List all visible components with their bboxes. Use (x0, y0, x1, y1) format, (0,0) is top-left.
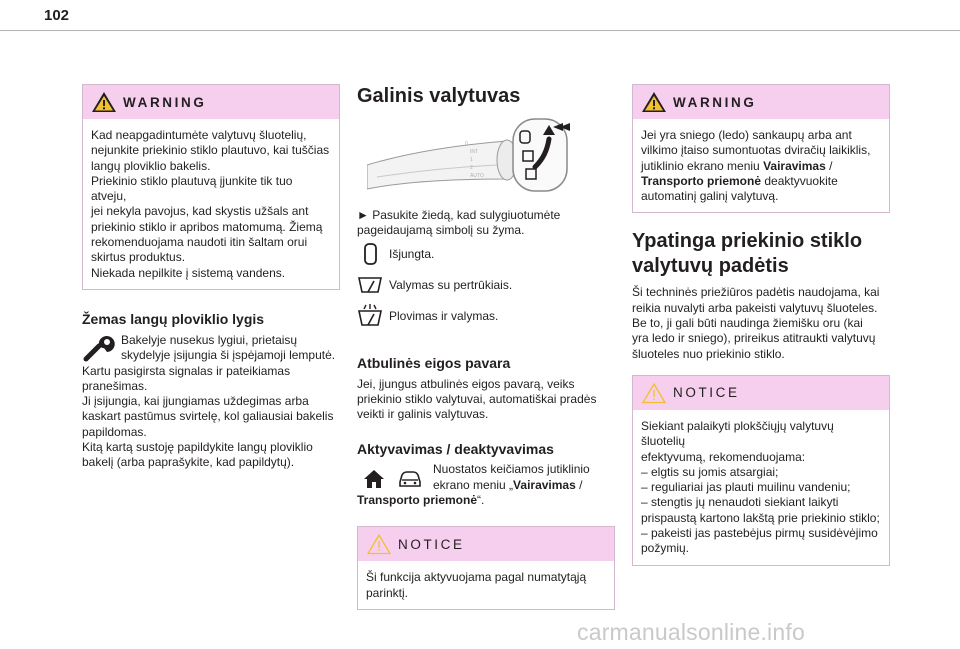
section-title: Galinis valytuvas (357, 85, 521, 107)
text-line: reikia nuvalyti arba pakeisti valytuvų šluoteles. (632, 300, 878, 315)
warning-triangle-icon (641, 91, 667, 113)
warning-title: WARNING (123, 94, 207, 110)
text-line: Kitą kartą sustoję papildykite langų ploviklio (82, 440, 313, 455)
text-line: pranešimas. (82, 378, 148, 393)
svg-text:0: 0 (465, 141, 468, 147)
home-icon (363, 468, 385, 490)
text-line: šluoteles nuo priekinio stiklo. (632, 346, 785, 361)
text-line: prispaustą kartono lakštą prie priekinio stiklo; (641, 510, 880, 525)
text-line: papildomas. (82, 424, 147, 439)
menu-name: Vairavimas (763, 158, 826, 173)
text-line: Priekinio stiklo plautuvą įjunkite tik tuo atveju, (91, 173, 293, 204)
warning-box (632, 84, 890, 213)
svg-text:AUTO: AUTO (470, 173, 484, 179)
text-line: langų ploviklio bakelis. (91, 158, 211, 173)
section-title (632, 229, 890, 279)
text-line: – pakeisti jas pastebėjus pirmų susidėvėjimo (641, 526, 878, 541)
text-line: kaskart pastūmus svirtelę, kol galiausiai bakelis (82, 409, 334, 424)
header-divider (0, 30, 960, 31)
mode-row-wash (357, 301, 615, 332)
low-level-paragraph (82, 333, 340, 471)
rear-wiper-off-icon (357, 241, 383, 267)
mode-label: Valymas su pertrūkiais. (389, 278, 513, 293)
section-heading: Žemas langų ploviklio lygis (82, 310, 265, 327)
warning-title: WARNING (673, 94, 757, 110)
text-line: Siekiant palaikyti plokščiųjų valytuvų šluotelių (641, 418, 834, 449)
svg-text:2: 2 (470, 165, 473, 171)
wiper-stalk-illustration (367, 115, 577, 197)
text-line: nejunkite priekinio stiklo plautuvo, kai tuščias (91, 143, 330, 158)
text-line: Ši techninės priežiūros padėtis naudojama, kai (632, 285, 880, 300)
text-line: požymių. (641, 541, 690, 556)
text-line: Jei yra sniego (ledo) sankaupų arba ant (641, 128, 852, 142)
text-line: Ji įsijungia, kai įjungiamas uždegimas arba (82, 394, 309, 409)
text-line: Jei, įjungus atbulinės eigos pavarą, veiks (357, 376, 575, 391)
rear-wash-wipe-icon (357, 303, 383, 329)
mode-list (357, 239, 615, 332)
text-line: – reguliariai jas plauti muilinu vandeniu; (641, 480, 851, 495)
mode-row-intermittent (357, 270, 615, 301)
text-line: rekomenduojama naudoti itin šaltam orui (91, 235, 308, 250)
warning-triangle-icon (91, 91, 117, 113)
text-span: ekrano meniu „ (433, 477, 514, 492)
page-number: 102 (44, 7, 70, 24)
text-line: Bakelyje nusekus lygiui, prietaisų (121, 332, 298, 347)
text-line: automatinį galinį valytuvą. (641, 189, 779, 204)
column-left (82, 84, 340, 471)
instruction-paragraph (357, 208, 615, 239)
title-line: Ypatinga priekinio stiklo (632, 230, 863, 253)
text-span: deaktyvuokite (761, 173, 838, 188)
text-line: ► Pasukite žiedą, kad sulygiuotumėte (357, 208, 561, 222)
mode-row-off (357, 239, 615, 270)
section-heading: Atbulinės eigos pavara (357, 354, 511, 371)
text-line: skirtus produktus. (91, 250, 186, 265)
text-line: Nuostatos keičiamos jutiklinio (433, 462, 590, 477)
car-settings-icon (397, 468, 423, 490)
column-middle (357, 84, 615, 630)
text-line: yra ledo ir sniego), prireikus atitraukti valytuvų (632, 331, 876, 346)
text-line: jei nekyla pavojus, kad skystis užšals ant (91, 204, 309, 219)
text-span: / (825, 158, 833, 173)
menu-name: Transporto priemonė (357, 493, 478, 508)
text-line (357, 493, 615, 508)
text-line: pageidaujamą simbolį su žyma. (357, 223, 525, 238)
text-line: bakelį (arba paprašykite, kad papildytų). (82, 455, 295, 470)
mode-label: Plovimas ir valymas. (389, 309, 499, 324)
warning-header (633, 85, 889, 119)
notice-text (633, 410, 889, 565)
notice-triangle-icon (641, 382, 667, 404)
notice-header (633, 376, 889, 410)
text-line: Ši funkcija aktyvuojama pagal numatytąją (366, 570, 587, 585)
text-line: efektyvumą, rekomenduojama: (641, 449, 806, 464)
text-span: jutiklinio ekrano meniu (641, 158, 764, 173)
notice-box (357, 526, 615, 610)
rear-wiper-intermittent-icon (357, 272, 383, 298)
warning-header (83, 85, 339, 119)
notice-triangle-icon (366, 533, 392, 555)
title-line: valytuvų padėtis (632, 255, 789, 278)
text-span: “. (477, 493, 485, 508)
mode-label: Išjungta. (389, 247, 435, 262)
text-line: veikti ir galinis valytuvas. (357, 407, 489, 422)
text-line: Kartu pasigirsta signalas ir pateikiamas (82, 363, 291, 378)
notice-title: NOTICE (398, 536, 465, 552)
column-right (632, 84, 890, 586)
text-line (641, 159, 881, 174)
text-line: vilkimo įtaiso sumontuotas dviračių laikiklis, (641, 143, 871, 158)
special-paragraph (632, 285, 890, 361)
svg-text:1: 1 (470, 157, 473, 163)
notice-text (358, 561, 614, 609)
notice-header (358, 527, 614, 561)
notice-title: NOTICE (673, 385, 740, 401)
text-line: Be to, ji gali būti naudinga žiemišku oru (kai (632, 316, 863, 331)
text-line (641, 174, 881, 189)
menu-name: Vairavimas (513, 477, 576, 492)
watermark: carmanualsonline.info (577, 619, 805, 645)
text-line: – stengtis jų nenaudoti siekiant laikyti (641, 495, 839, 510)
svg-text:INT: INT (470, 149, 479, 155)
text-line: parinktį. (366, 585, 409, 600)
text-line: – elgtis su jomis atsargiai; (641, 464, 779, 479)
text-line: priekinio stiklo valytuvai, automatiškai pradės (357, 391, 597, 406)
text-line: priekinio stiklo ir apribos matomumą. Žiemą (91, 219, 323, 234)
notice-box (632, 375, 890, 566)
warning-text (633, 119, 889, 212)
section-heading: Aktyvavimas / deaktyvavimas (357, 441, 554, 458)
text-line: skydelyje įsijungia ši įspėjamoji lemputė. (121, 348, 336, 363)
activation-paragraph (357, 462, 615, 508)
text-line (357, 478, 615, 493)
warning-text (83, 119, 339, 289)
reverse-paragraph (357, 377, 615, 423)
warning-box (82, 84, 340, 290)
text-line: Kad neapgadintumėte valytuvų šluotelių, (91, 128, 307, 142)
text-line: Niekada nepilkite į sistemą vandens. (91, 265, 286, 280)
menu-name: Transporto priemonė (641, 173, 762, 188)
washer-fluid-warning-icon (83, 333, 117, 363)
text-span: / (575, 477, 583, 492)
